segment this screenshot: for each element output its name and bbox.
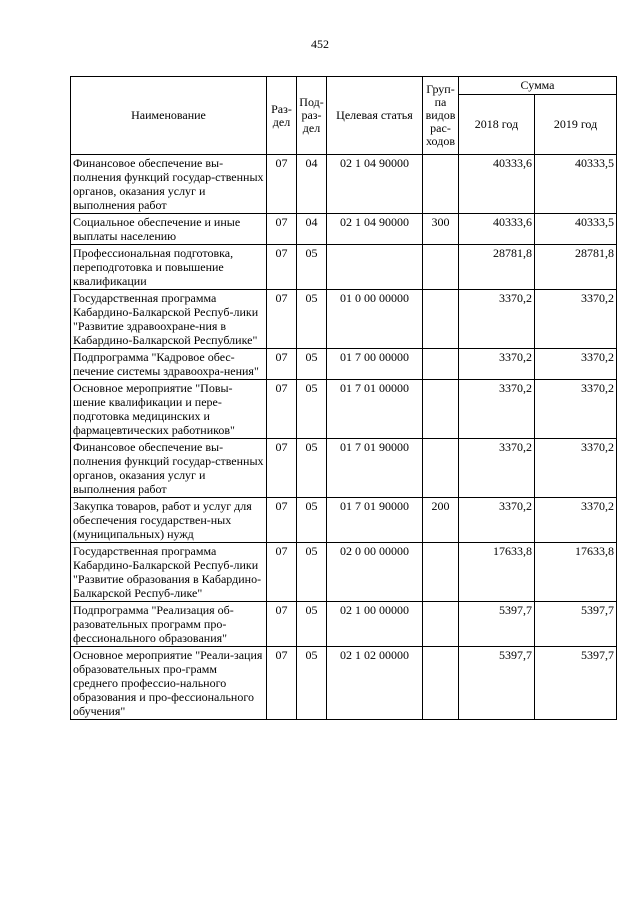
row-amount-2019: 3370,2 — [535, 498, 617, 543]
row-subsection: 05 — [297, 290, 327, 349]
header-sum: Сумма — [459, 77, 617, 95]
row-amount-2019: 3370,2 — [535, 349, 617, 380]
header-subsection: Под-раз-дел — [297, 77, 327, 155]
table-row — [71, 498, 617, 543]
row-subsection: 05 — [297, 380, 327, 439]
row-subsection: 05 — [297, 647, 327, 720]
row-name: Подпрограмма "Реализация об-разовательных программ про-фессионального образования" — [71, 602, 267, 647]
row-name: Основное мероприятие "Повы-шение квалификации и пере-подготовка медицинских и фармацевтических работников" — [71, 380, 267, 439]
header-name: Наименование — [71, 77, 267, 155]
row-section: 07 — [267, 349, 297, 380]
row-expense-group — [423, 290, 459, 349]
row-section: 07 — [267, 214, 297, 245]
row-amount-2019: 3370,2 — [535, 439, 617, 498]
row-name: Подпрограмма "Кадровое обес-печение системы здравоохра-нения" — [71, 349, 267, 380]
table-row — [71, 155, 617, 214]
row-expense-group — [423, 602, 459, 647]
budget-table — [70, 76, 617, 720]
table-row — [71, 647, 617, 720]
row-expense-group — [423, 349, 459, 380]
row-subsection: 05 — [297, 439, 327, 498]
row-amount-2019: 3370,2 — [535, 290, 617, 349]
row-amount-2019: 40333,5 — [535, 155, 617, 214]
row-amount-2019: 5397,7 — [535, 602, 617, 647]
row-amount-2019: 40333,5 — [535, 214, 617, 245]
row-subsection: 05 — [297, 543, 327, 602]
row-section: 07 — [267, 543, 297, 602]
row-name: Основное мероприятие "Реали-зация образовательных про-грамм среднего профессио-нального образования и про-фессионального обучения" — [71, 647, 267, 720]
row-expense-group: 300 — [423, 214, 459, 245]
row-expense-group — [423, 380, 459, 439]
row-section: 07 — [267, 439, 297, 498]
table-row — [71, 349, 617, 380]
header-expense-group: Груп-па видов рас-ходов — [423, 77, 459, 155]
row-expense-group — [423, 439, 459, 498]
row-amount-2019: 5397,7 — [535, 647, 617, 720]
header-section: Раз-дел — [267, 77, 297, 155]
row-name: Государственная программа Кабардино-Балкарской Респуб-лики "Развитие образования в Кабардино-Балкарской Респуб-лике" — [71, 543, 267, 602]
row-expense-group — [423, 245, 459, 290]
row-section: 07 — [267, 647, 297, 720]
page-number: 452 — [311, 37, 329, 51]
row-name: Финансовое обеспечение вы-полнения функций государ-ственных органов, оказания услуг и выполнения работ — [71, 155, 267, 214]
row-amount-2018: 3370,2 — [459, 290, 535, 349]
row-amount-2018: 3370,2 — [459, 349, 535, 380]
table-row — [71, 380, 617, 439]
row-expense-group — [423, 543, 459, 602]
row-name: Профессиональная подготовка, переподготовка и повышение квалификации — [71, 245, 267, 290]
row-section: 07 — [267, 245, 297, 290]
row-target-article: 02 1 02 00000 — [327, 647, 423, 720]
table-row — [71, 602, 617, 647]
table-row — [71, 543, 617, 602]
row-subsection: 05 — [297, 245, 327, 290]
row-section: 07 — [267, 498, 297, 543]
row-amount-2019: 3370,2 — [535, 380, 617, 439]
header-target-article: Целевая статья — [327, 77, 423, 155]
header-year-2018: 2018 год — [459, 95, 535, 155]
row-name: Закупка товаров, работ и услуг для обеспечения государствен-ных (муниципальных) нужд — [71, 498, 267, 543]
row-section: 07 — [267, 155, 297, 214]
row-target-article: 02 0 00 00000 — [327, 543, 423, 602]
row-section: 07 — [267, 602, 297, 647]
row-amount-2018: 17633,8 — [459, 543, 535, 602]
row-subsection: 05 — [297, 498, 327, 543]
table-row — [71, 439, 617, 498]
row-target-article — [327, 245, 423, 290]
row-target-article: 02 1 04 90000 — [327, 155, 423, 214]
row-target-article: 01 7 01 00000 — [327, 380, 423, 439]
row-subsection: 04 — [297, 155, 327, 214]
table-row — [71, 214, 617, 245]
row-amount-2018: 5397,7 — [459, 647, 535, 720]
row-amount-2018: 5397,7 — [459, 602, 535, 647]
table-row — [71, 290, 617, 349]
row-section: 07 — [267, 380, 297, 439]
row-amount-2018: 3370,2 — [459, 380, 535, 439]
row-amount-2018: 28781,8 — [459, 245, 535, 290]
row-amount-2018: 3370,2 — [459, 439, 535, 498]
row-section: 07 — [267, 290, 297, 349]
row-name: Финансовое обеспечение вы-полнения функций государ-ственных органов, оказания услуг и выполнения работ — [71, 439, 267, 498]
row-amount-2019: 17633,8 — [535, 543, 617, 602]
row-target-article: 01 7 01 90000 — [327, 439, 423, 498]
row-subsection: 04 — [297, 214, 327, 245]
row-amount-2018: 40333,6 — [459, 214, 535, 245]
row-target-article: 02 1 00 00000 — [327, 602, 423, 647]
row-expense-group — [423, 155, 459, 214]
row-target-article: 01 7 00 00000 — [327, 349, 423, 380]
row-name: Государственная программа Кабардино-Балкарской Респуб-лики "Развитие здравоохране-ния в Кабардино-Балкарской Республике" — [71, 290, 267, 349]
row-expense-group: 200 — [423, 498, 459, 543]
row-amount-2018: 40333,6 — [459, 155, 535, 214]
row-subsection: 05 — [297, 602, 327, 647]
row-amount-2018: 3370,2 — [459, 498, 535, 543]
row-target-article: 01 7 01 90000 — [327, 498, 423, 543]
row-expense-group — [423, 647, 459, 720]
header-year-2019: 2019 год — [535, 95, 617, 155]
table-row — [71, 245, 617, 290]
row-subsection: 05 — [297, 349, 327, 380]
row-target-article: 01 0 00 00000 — [327, 290, 423, 349]
row-amount-2019: 28781,8 — [535, 245, 617, 290]
row-name: Социальное обеспечение и иные выплаты населению — [71, 214, 267, 245]
row-target-article: 02 1 04 90000 — [327, 214, 423, 245]
